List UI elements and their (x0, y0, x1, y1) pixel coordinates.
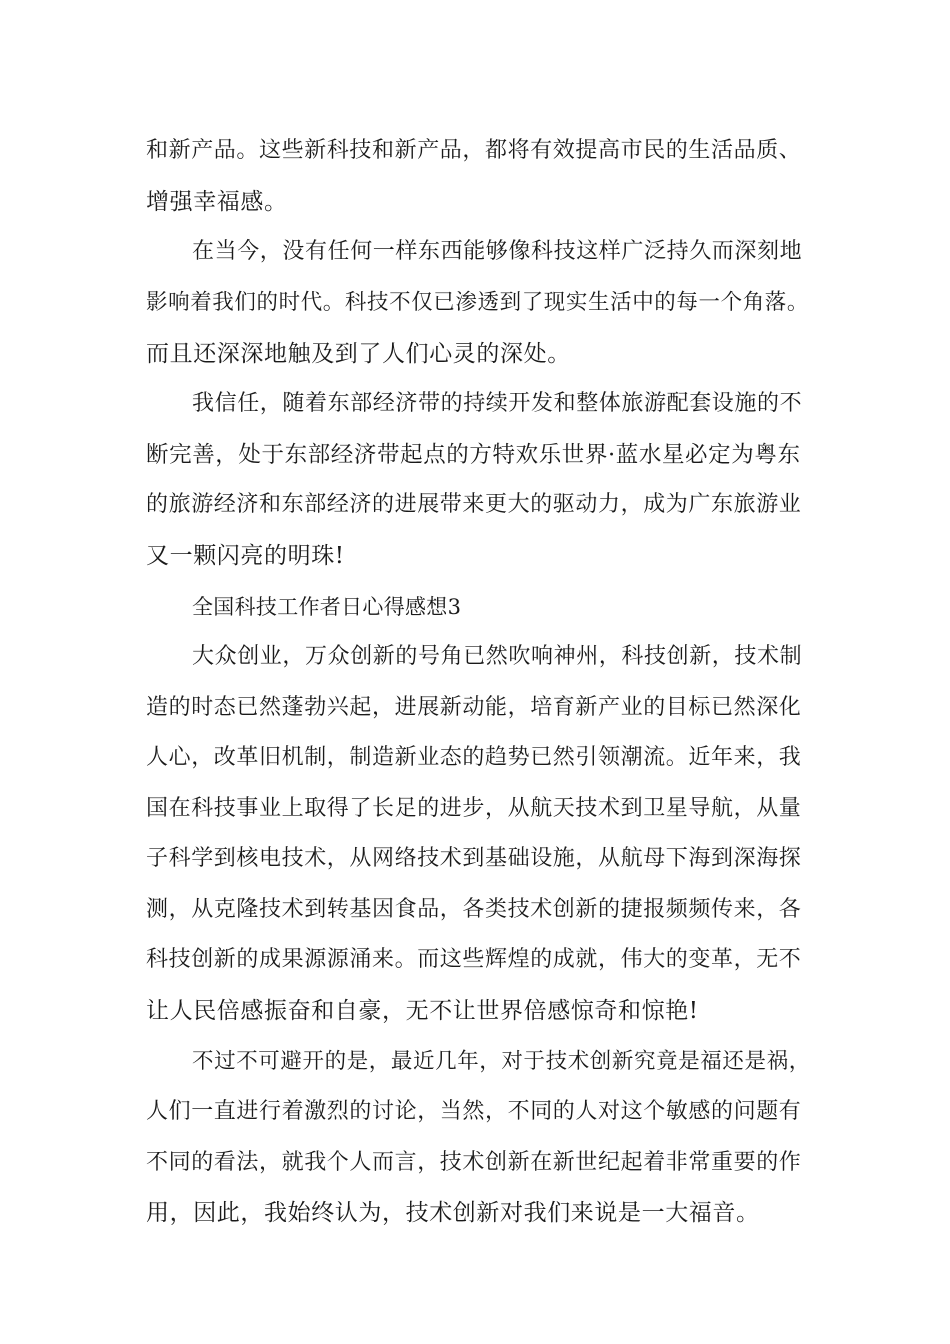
paragraph-5-line-5: 子科学到核电技术，从网络技术到基础设施，从航母下海到深海探 (146, 846, 802, 871)
paragraph-5-line-7: 科技创新的成果源源涌来。而这些辉煌的成就，伟大的变革，无不 (146, 947, 802, 972)
paragraph-5-line-1: 大众创业，万众创新的号角已然吹响神州，科技创新，技术制 (192, 644, 803, 669)
paragraph-3-line-1: 我信任，随着东部经济带的持续开发和整体旅游配套设施的不 (192, 391, 803, 416)
paragraph-2-line-1: 在当今，没有任何一样东西能够像科技这样广泛持久而深刻地 (192, 239, 803, 264)
paragraph-1-line-2: 增强幸福感。 (146, 189, 288, 215)
paragraph-5-line-2: 造的时态已然蓬勃兴起，进展新动能，培育新产业的目标已然深化 (146, 695, 802, 720)
paragraph-2-line-3: 而且还深深地触及到了人们心灵的深处。 (146, 341, 571, 367)
paragraph-5-line-3: 人心，改革旧机制，制造新业态的趋势已然引领潮流。近年来，我 (146, 745, 802, 770)
paragraph-3-line-4: 又一颗闪亮的明珠! (146, 543, 345, 569)
paragraph-6-line-1: 不过不可避开的是，最近几年，对于技术创新究竟是福还是祸， (192, 1049, 811, 1074)
paragraph-6-line-3: 不同的看法，就我个人而言，技术创新在新世纪起着非常重要的作 (146, 1150, 802, 1175)
paragraph-6-line-4: 用，因此，我始终认为，技术创新对我们来说是一大福音。 (146, 1200, 760, 1226)
paragraph-5-line-8: 让人民倍感振奋和自豪，无不让世界倍感惊奇和惊艳! (146, 998, 699, 1024)
paragraph-6-line-2: 人们一直进行着激烈的讨论，当然，不同的人对这个敏感的问题有 (146, 1099, 802, 1124)
paragraph-3-line-2: 断完善，处于东部经济带起点的方特欢乐世界·蓝水星必定为粤东 (146, 442, 801, 468)
paragraph-2-line-2: 影响着我们的时代。科技不仅已渗透到了现实生活中的每一个角落。 (146, 290, 810, 315)
paragraph-5-line-6: 测，从克隆技术到转基因食品，各类技术创新的捷报频频传来，各 (146, 897, 802, 922)
paragraph-1-line-1: 和新产品。这些新科技和新产品，都将有效提高市民的生活品质、 (146, 138, 802, 163)
paragraph-5-line-4: 国在科技事业上取得了长足的进步，从航天技术到卫星导航，从量 (146, 796, 802, 821)
paragraph-3-line-3: 的旅游经济和东部经济的进展带来更大的驱动力，成为广东旅游业 (146, 492, 802, 517)
section-heading: 全国科技工作者日心得感想3 (192, 595, 462, 619)
